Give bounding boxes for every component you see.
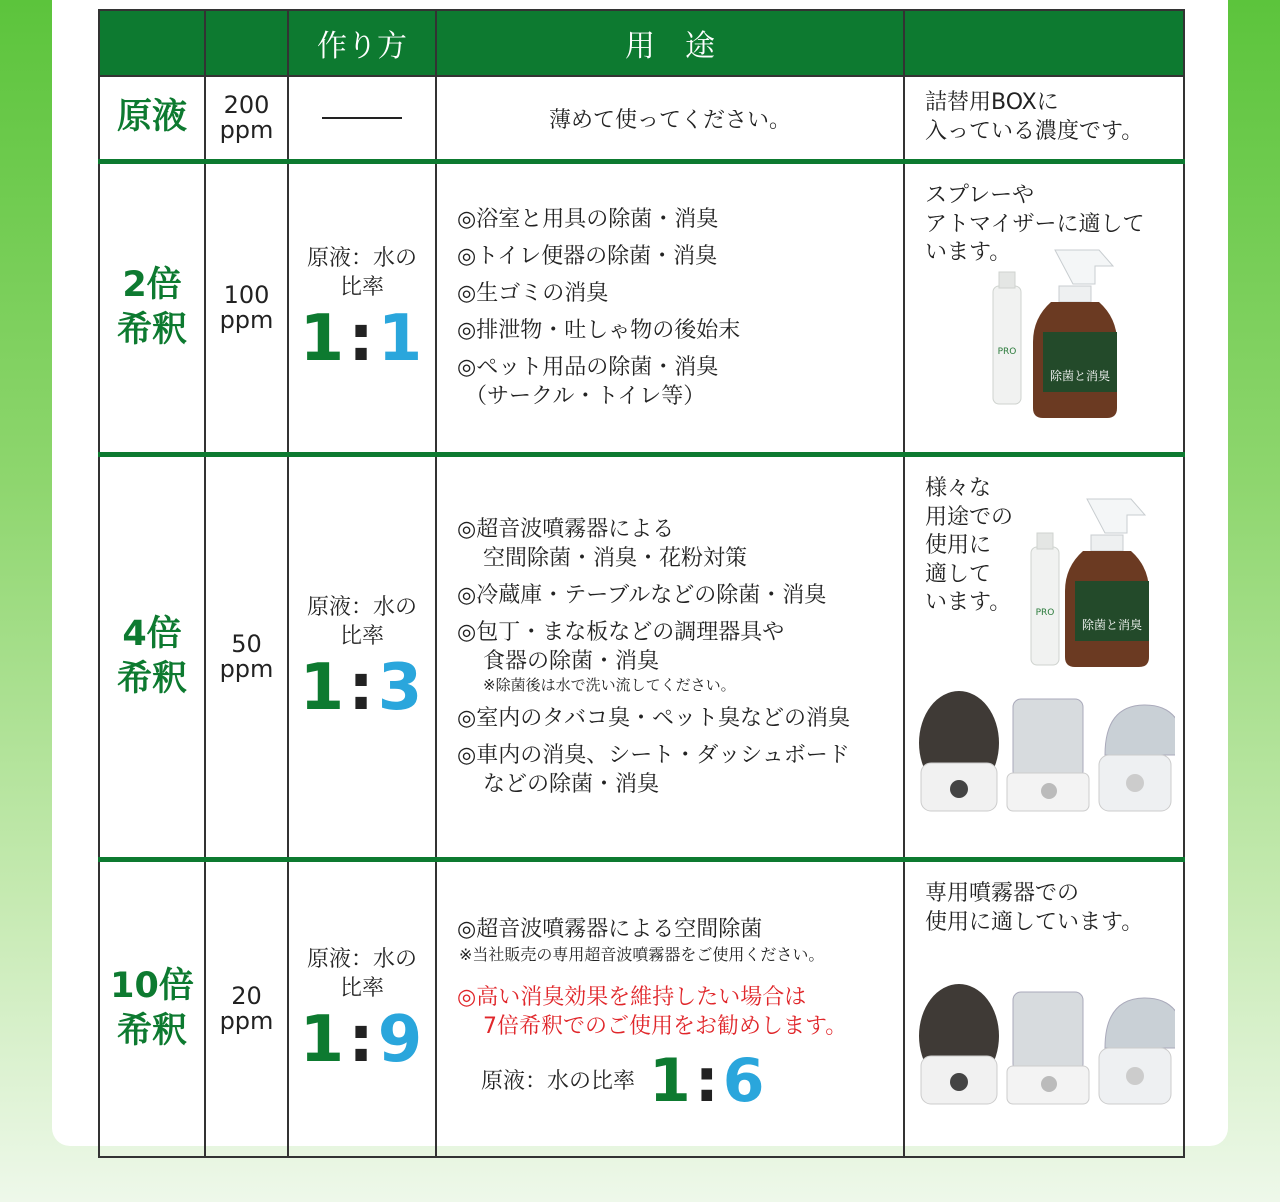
uses-list	[436, 455, 904, 860]
ppm-value: 200 ppm	[205, 76, 288, 162]
recipe-cell	[288, 76, 436, 162]
svg-text:除菌と消臭: 除菌と消臭	[1049, 369, 1111, 383]
ratio-caption: 原液：水の 比率	[306, 595, 417, 649]
dilution-label: 4倍 希釈	[99, 455, 205, 860]
humidifiers-image	[915, 685, 1175, 815]
svg-text:PRO: PRO	[997, 347, 1017, 357]
table-row	[99, 455, 1184, 860]
header-cell-note	[904, 10, 1184, 76]
ppm-value: 50 ppm	[205, 455, 288, 860]
recipe-cell	[288, 162, 436, 455]
list-item: ◎浴室と用具の除菌・消臭	[457, 206, 719, 232]
ppm-value: 100 ppm	[205, 162, 288, 455]
ratio-value: 1:9	[299, 1002, 425, 1077]
list-item: ◎ペット用品の除菌・消臭 （サークル・トイレ等）	[457, 355, 719, 410]
note-cell: 詰替用BOXに 入っている濃度です。	[904, 76, 1184, 162]
ratio-value: 1:3	[299, 650, 425, 725]
list-item: ◎排泄物・吐しゃ物の後始末	[457, 318, 741, 343]
list-item: ◎包丁・まな板などの調理器具や 食器の除菌・消臭 ※除菌後は水で洗い流してください。	[457, 620, 785, 695]
note-cell: スプレーや アトマイザーに適して います。 PRO 除菌と消臭	[904, 162, 1184, 455]
header-cell-recipe: 作り方	[288, 10, 436, 76]
dilution-label: 原液	[99, 76, 205, 162]
recipe-cell	[288, 455, 436, 860]
use-text: 薄めて使ってください。	[436, 76, 904, 162]
dilution-table	[98, 9, 1185, 1158]
list-item: ◎車内の消臭、シート・ダッシュボード などの除菌・消臭	[457, 742, 850, 797]
dilution-label: 10倍 希釈	[99, 860, 205, 1158]
list-item: ◎トイレ便器の除菌・消臭	[457, 243, 718, 269]
inline-ratio: 原液：水の比率 1:6	[481, 1046, 767, 1117]
list-item: ◎超音波噴霧器による 空間除菌・消臭・花粉対策	[457, 517, 748, 572]
humidifiers-image	[915, 978, 1175, 1108]
note-cell: 様々な 用途での 使用に 適して います。 PRO 除菌と消臭	[904, 455, 1184, 860]
ratio-caption: 原液：水の 比率	[306, 947, 417, 1001]
header-cell-uses: 用 途	[436, 10, 904, 76]
table-row	[99, 162, 1184, 455]
note-cell: 専用噴霧器での 使用に適しています。	[904, 860, 1184, 1158]
ratio-caption: 原液：水の 比率	[306, 246, 417, 300]
recipe-cell	[288, 860, 436, 1158]
list-item: ◎超音波噴霧器による空間除菌 ※当社販売の専用超音波噴霧器をご使用ください。	[457, 916, 825, 964]
spray-bottles-image	[1025, 497, 1175, 677]
table-row	[99, 76, 1184, 162]
dilution-label: 2倍 希釈	[99, 162, 205, 455]
table-row	[99, 860, 1184, 1158]
uses-list	[436, 162, 904, 455]
list-item: ◎生ゴミの消臭	[457, 280, 609, 306]
header-cell-ppm	[205, 10, 288, 76]
svg-text:PRO: PRO	[1035, 608, 1055, 618]
uses-list	[436, 860, 904, 1158]
ratio-value: 1:1	[299, 301, 425, 376]
ppm-value: 20 ppm	[205, 860, 288, 1158]
list-item: ◎冷蔵庫・テーブルなどの除菌・消臭	[457, 583, 827, 609]
header-cell-label	[99, 10, 205, 76]
recommendation-text: ◎高い消臭効果を維持したい場合は 7倍希釈でのご使用をお勧めします。	[457, 985, 848, 1040]
spray-bottles-image	[985, 242, 1155, 422]
list-item: ◎室内のタバコ臭・ペット臭などの消臭	[457, 705, 850, 731]
svg-text:除菌と消臭: 除菌と消臭	[1081, 618, 1143, 632]
dash-line	[322, 117, 402, 119]
